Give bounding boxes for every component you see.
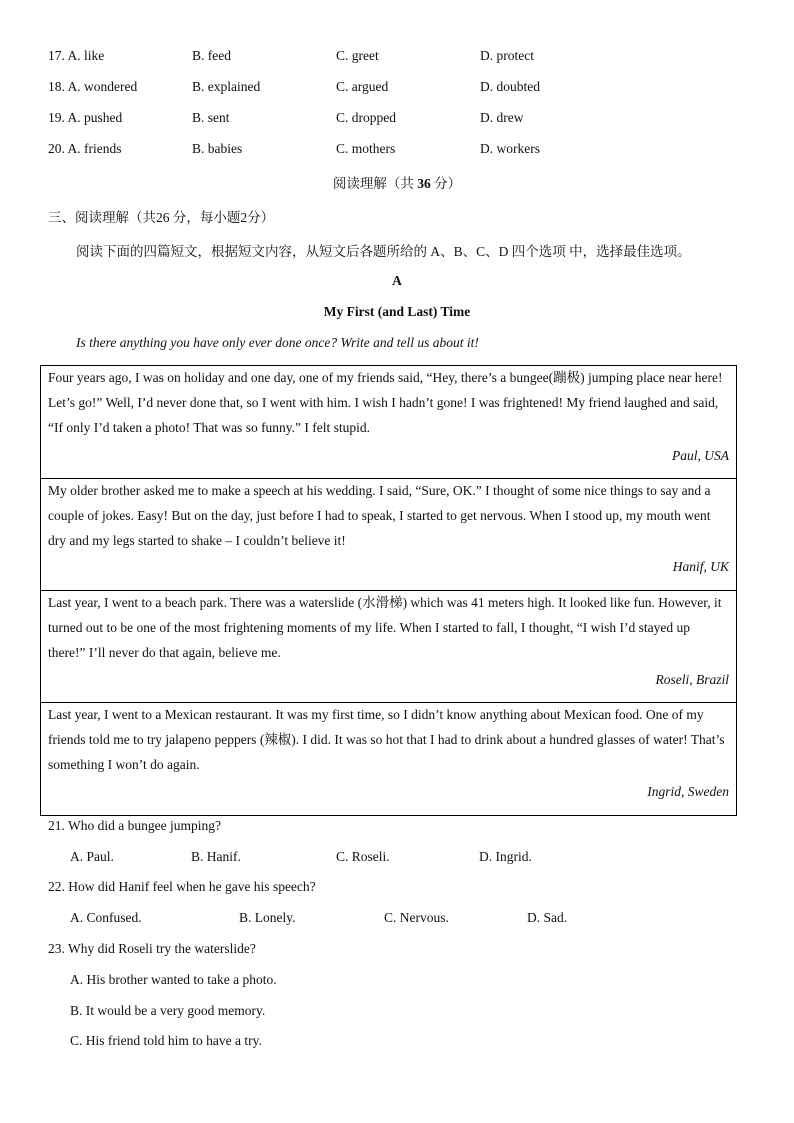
- section-heading: [0, 172, 794, 192]
- option-c: C. dropped: [336, 110, 396, 125]
- option-d: D. Sad.: [527, 910, 568, 925]
- option-d: D. workers: [480, 141, 540, 156]
- option-b: B. sent: [192, 110, 230, 125]
- passage-author: Hanif, UK: [672, 559, 729, 574]
- option-a: 18. A. wondered: [48, 79, 138, 94]
- passages-box: [40, 365, 737, 816]
- question-21: 21. Who did a bungee jumping?: [48, 818, 221, 833]
- option-d: D. Ingrid.: [479, 849, 532, 864]
- passage-ingrid: [41, 703, 736, 815]
- option-b: B. It would be a very good memory.: [70, 1003, 266, 1018]
- option-b: B. Lonely.: [239, 910, 296, 925]
- question-row-17: [48, 48, 748, 68]
- question-22-options: [70, 910, 730, 930]
- option-c: C. greet: [336, 48, 379, 63]
- option-c: C. Roseli.: [336, 849, 390, 864]
- question-row-19: [48, 110, 748, 130]
- question-23: 23. Why did Roseli try the waterslide?: [48, 941, 256, 956]
- option-a: A. Paul.: [70, 849, 114, 864]
- option-a: 19. A. pushed: [48, 110, 123, 125]
- passage-text: Last year, I went to a Mexican restaurant. It was my first time, so I didn’t know anything about Mexican food. One of my friends told me to try jalapeno peppers (辣椒). I did. It was so hot that I had to drink about a hundred glasses of water! That’s something I won’t do again.: [48, 707, 725, 772]
- option-b: B. babies: [192, 141, 243, 156]
- option-c: C. mothers: [336, 141, 396, 156]
- question-row-20: [48, 141, 748, 161]
- option-a: A. Confused.: [70, 910, 142, 925]
- passage-text: Four years ago, I was on holiday and one day, one of my friends said, “Hey, there’s a bungee(蹦极) jumping place near here! Let’s go!” Well, I’d never done that, so I went with him. I wish I hadn’t gone! I was frightened! My friend laughed and said, “If only I’d taken a photo! That was so funny.” I felt stupid.: [48, 370, 723, 435]
- passage-author: Ingrid, Sweden: [647, 784, 729, 799]
- option-c: C. Nervous.: [384, 910, 449, 925]
- option-c: C. His friend told him to have a try.: [70, 1033, 262, 1048]
- option-c: C. argued: [336, 79, 389, 94]
- passage-intro: Is there anything you have only ever done once? Write and tell us about it!: [76, 335, 479, 350]
- option-a: 17. A. like: [48, 48, 105, 63]
- passage-text: My older brother asked me to make a speech at his wedding. I said, “Sure, OK.” I thought of some nice things to say and a couple of jokes. Easy! But on the day, just before I had to speak, I started to get nervous. When I stood up, my mouth went dry and my legs started to shake – I couldn’t believe it!: [48, 483, 711, 548]
- passage-hanif: [41, 479, 736, 591]
- section-heading-suffix: 分）: [430, 176, 462, 191]
- instructions: 阅读下面的四篇短文，根据短文内容，从短文后各题所给的 A、B、C、D 四个选项 中，选择最佳选项。: [76, 244, 691, 259]
- passage-text: Last year, I went to a beach park. There was a waterslide (水滑梯) which was 41 meters high. It looked like fun. However, it turned out to be one of the most frightening moments of my life. When I started to fall, I thought, “I wish I’d stayed up there!” I’ll never do that again, believe me.: [48, 595, 722, 660]
- section-heading-score: 36: [417, 176, 431, 191]
- option-b: B. explained: [192, 79, 261, 94]
- option-d: D. protect: [480, 48, 534, 63]
- passage-author: Roseli, Brazil: [655, 672, 729, 687]
- passage-author: Paul, USA: [672, 448, 729, 463]
- passage-roseli: [41, 591, 736, 703]
- option-a: 20. A. friends: [48, 141, 122, 156]
- option-b: B. Hanif.: [191, 849, 241, 864]
- option-d: D. doubted: [480, 79, 540, 94]
- option-b: B. feed: [192, 48, 231, 63]
- option-a: A. His brother wanted to take a photo.: [70, 972, 277, 987]
- section-heading-prefix: 阅读理解（共: [332, 176, 418, 191]
- question-21-options: [70, 849, 730, 869]
- question-row-18: [48, 79, 748, 99]
- section-three-title: 三、阅读理解（共26 分，每小题2分）: [48, 210, 275, 225]
- passage-title: My First (and Last) Time: [323, 304, 471, 319]
- question-22: 22. How did Hanif feel when he gave his speech?: [48, 879, 316, 894]
- passage-paul: [41, 366, 736, 479]
- option-d: D. drew: [480, 110, 524, 125]
- passage-letter: A: [392, 273, 402, 288]
